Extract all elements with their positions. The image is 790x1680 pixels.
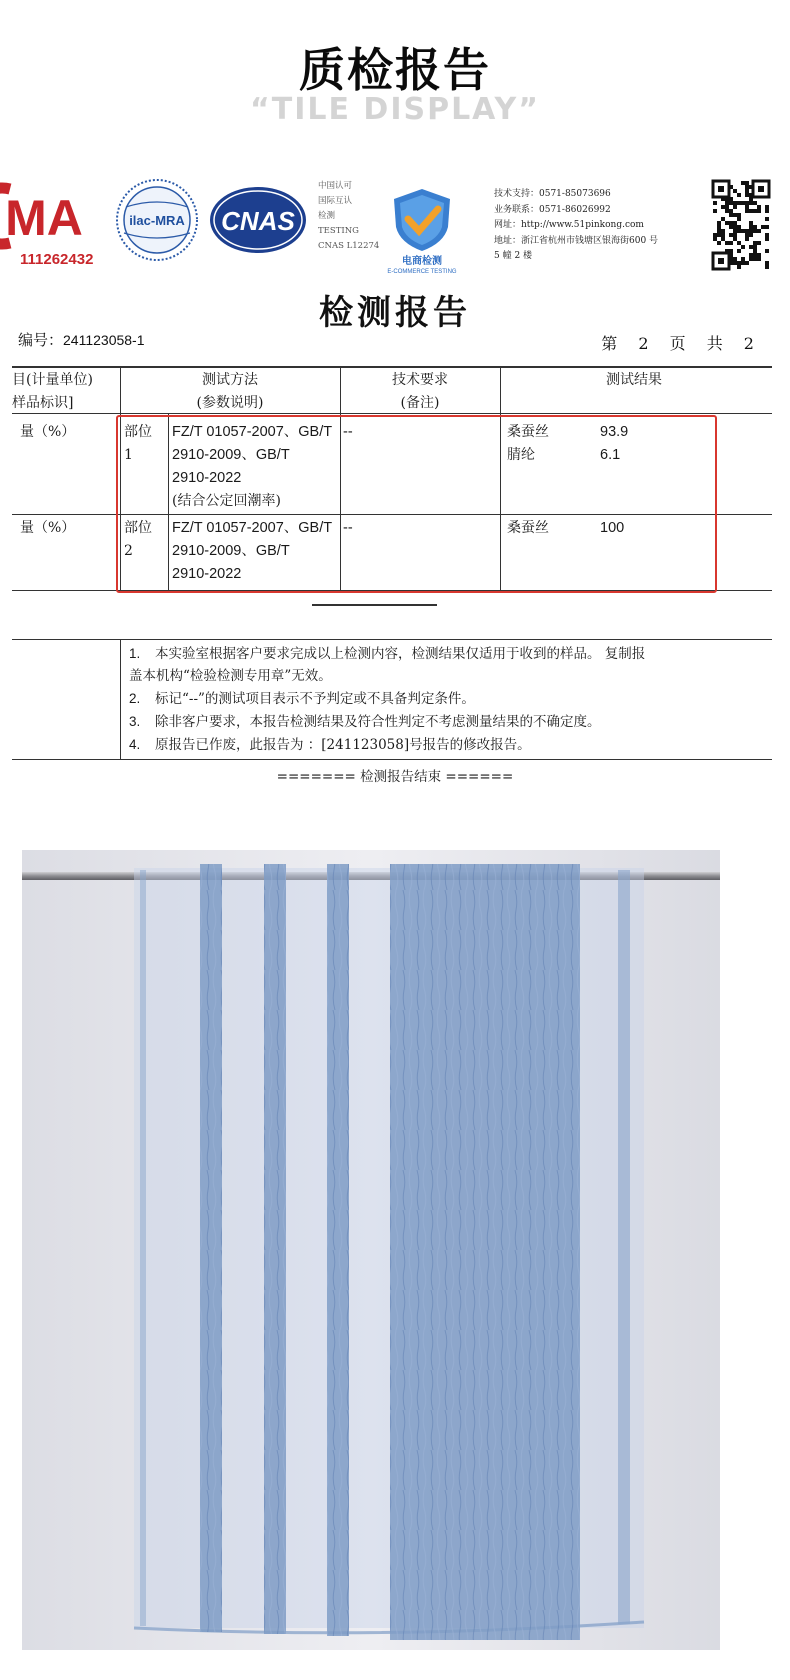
notes-col	[120, 639, 121, 759]
ilac-mra-logo-icon	[114, 177, 200, 263]
cma-logo-icon	[0, 183, 107, 247]
notes-rule-bottom	[12, 759, 772, 760]
ecommerce-testing-logo-icon	[372, 185, 472, 275]
ilac-text: ilac-MRA	[129, 213, 185, 228]
header-result: 测试结果	[606, 372, 662, 388]
row1-method: FZ/T 01057-2007、GB/T 2910-2009、GB/T 2910-2022 (结合公定回潮率)	[172, 424, 333, 509]
ecom-cn-text: 电商检测	[402, 256, 442, 267]
page-subtitle: “TILE DISPLAY”	[250, 92, 540, 127]
page-count: 第 2 页 共 2	[601, 334, 762, 353]
note-2: 2. 标记“--”的测试项目表示不予判定或不具备判定条件。	[129, 691, 475, 707]
row2-part: 部位 2	[124, 520, 152, 559]
row1-result-value-1: 93.9	[600, 424, 629, 440]
cma-text: MA	[5, 190, 83, 246]
report-number-label: 编号：	[18, 331, 64, 349]
table-rule-top	[12, 366, 772, 368]
row2-item: 量（%）	[20, 520, 76, 536]
cnas-info: 中国认可 国际互认 检测 TESTING CNAS L12274	[318, 181, 380, 251]
row2-method: FZ/T 01057-2007、GB/T 2910-2009、GB/T 2910-2022	[172, 520, 333, 582]
cma-number: 111262432	[20, 251, 94, 268]
row2-result-fiber-1: 桑蚕丝	[507, 520, 549, 536]
highlight-frame	[116, 415, 717, 593]
row1-result-value-2: 6.1	[600, 447, 621, 463]
note-1-cont: 盖本机构“检验检测专用章”无效。	[129, 668, 332, 684]
notes-rule-top	[12, 639, 772, 640]
header-method: 测试方法 (参数说明)	[196, 372, 264, 411]
row2-result-value-1: 100	[600, 520, 625, 536]
cnas-text: CNAS	[221, 206, 295, 236]
divider-rule	[312, 604, 437, 606]
note-4: 4. 原报告已作废，此报告为 ：[241123058]号报告的修改报告。	[129, 737, 531, 753]
contact-info: 技术支持：0571-85073696 业务联系：0571-86026992 网址：http://www.51pinkong.com 地址：浙江省杭州市钱塘区银海街600 号 5 幢 2 楼	[494, 189, 659, 261]
note-1: 1. 本实验室根据客户要求完成以上检测内容，检测结果仅适用于收到的样品。 复制报	[129, 646, 646, 662]
row1-result-fiber-1: 桑蚕丝	[507, 424, 549, 440]
qr-code-icon	[712, 179, 770, 271]
product-photo	[22, 850, 720, 1650]
row1-item: 量（%）	[20, 424, 76, 440]
ecom-en-text: E-COMMERCE TESTING	[387, 269, 457, 275]
row1-requirement: --	[343, 424, 353, 440]
row1-part: 部位 1	[124, 424, 152, 463]
header-item: 目(计量单位) 样品标识]	[12, 372, 93, 411]
header-requirement: 技术要求 (备注)	[392, 372, 448, 411]
report-number	[18, 329, 145, 350]
report-title: 检测报告	[319, 293, 471, 333]
note-3: 3. 除非客户要求，本报告检测结果及符合性判定不考虑测量结果的不确定度。	[129, 714, 601, 730]
row2-requirement: --	[343, 520, 353, 536]
report-end: ======= 检测报告结束 ======	[276, 769, 514, 785]
inspection-report	[5, 145, 768, 845]
report-number-value: 241123058-1	[63, 332, 145, 348]
certification-logos	[5, 175, 768, 275]
page-title: 质检报告	[299, 43, 491, 97]
silk-scarf-image	[22, 850, 720, 1650]
row1-result-fiber-2: 腈纶	[507, 447, 535, 463]
cnas-logo-icon	[208, 185, 308, 255]
